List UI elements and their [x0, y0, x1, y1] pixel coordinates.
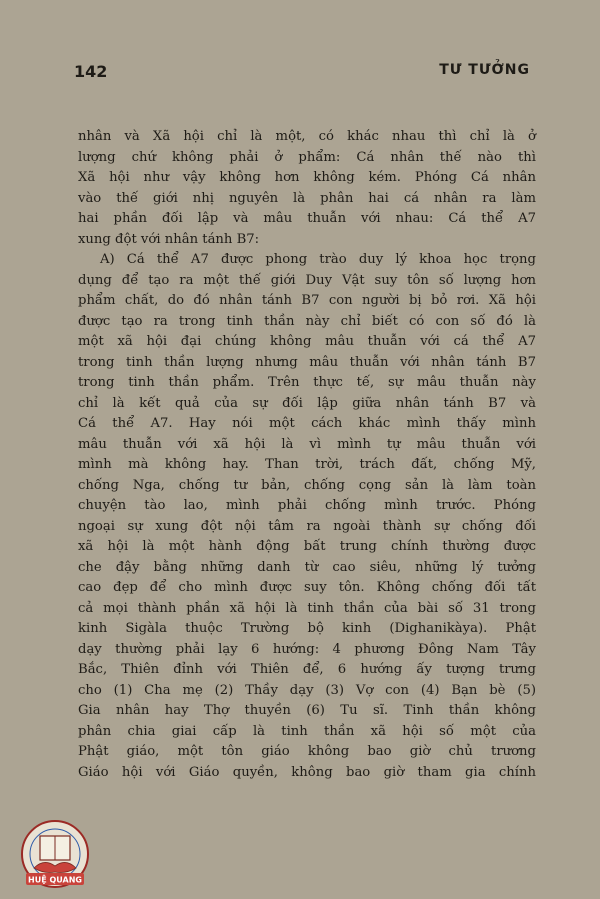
logo-name: HUỆ QUANG	[28, 875, 82, 885]
text-line: xung đột với nhân tánh B7:	[78, 231, 260, 247]
text-line: hai phần đối lập và mâu thuẫn với nhau: Cá thể A7	[78, 211, 536, 226]
text-line: phẩm chất, do đó nhân tánh B7 con người bị bỏ rơi. Xã hội	[78, 293, 536, 308]
text-line: lượng chứ không phải ở phẩm: Cá nhân thế nào thì	[78, 149, 536, 165]
text-line: nhân và Xã hội chỉ là một, có khác nhau thì chỉ là ở	[78, 129, 536, 144]
text-line: cho (1) Cha mẹ (2) Thầy dạy (3) Vợ con (4) Bạn bè (5)	[78, 682, 536, 698]
text-line: dụng để tạo ra một thế giới Duy Vật suy tôn số lượng hơn	[78, 272, 536, 288]
text-line: trong tinh thần phẩm. Trên thực tế, sự mâu thuẫn này	[78, 375, 536, 390]
text-line: Giáo hội với Giáo quyền, không bao giờ tham gia chính	[78, 764, 536, 780]
text-line: Phật giáo, một tôn giáo không bao giờ chủ trương	[78, 744, 536, 759]
text-line: chống Nga, chống tư bản, chống cọng sản là làm toàn	[78, 477, 536, 493]
text-line: che đậy bằng những danh từ cao siêu, những lý tưởng	[78, 559, 536, 575]
page-number: 142	[74, 62, 108, 81]
text-line: kinh Sigàla thuộc Trường bộ kinh (Dighanikàya). Phật	[78, 621, 536, 636]
text-line: mâu thuẫn với xã hội là vì mình tự mâu thuẫn với	[78, 436, 536, 452]
running-title: TƯ TƯỞNG	[439, 62, 530, 78]
lotus-book-icon	[16, 818, 94, 890]
text-line: Xã hội như vậy không hơn không kém. Phóng Cá nhân	[78, 170, 536, 185]
text-line: một xã hội đại chúng không mâu thuẫn với cá thể A7	[78, 334, 536, 349]
text-line: cả mọi thành phần xã hội là tinh thần của bài số 31 trong	[78, 600, 536, 616]
text-line: Cá thể A7. Hay nói một cách khác mình thấy mình	[78, 416, 536, 431]
text-line: chuyện tào lao, mình phải chống mình trước. Phóng	[78, 498, 536, 513]
body-text	[78, 127, 536, 783]
text-line: xã hội là một hành động bất trung chính thường được	[78, 539, 536, 554]
text-line: A) Cá thể A7 được phong trào duy lý khoa học trọng	[100, 252, 536, 267]
text-line: chỉ là kết quả của sự đối lập giữa nhân tánh B7 và	[78, 395, 536, 411]
library-logo	[16, 818, 94, 890]
text-line: được tạo ra trong tinh thần này chỉ biết có con số đó là	[78, 313, 536, 329]
text-line: dạy thường phải lạy 6 hướng: 4 phương Đông Nam Tây	[78, 641, 536, 657]
text-line: phân chia giai cấp là tinh thần xã hội số một của	[78, 723, 536, 739]
text-line: Gia nhân hay Thợ thuyền (6) Tu sĩ. Tinh thần không	[78, 703, 536, 718]
text-line: mình mà không hay. Than trời, trách đất, chống Mỹ,	[78, 457, 536, 472]
text-line: Bắc, Thiên đỉnh với Thiên để, 6 hướng ấy tượng trưng	[78, 662, 536, 677]
text-line: vào thế giới nhị nguyên là phân hai cá nhân ra làm	[78, 190, 536, 206]
text-line: ngoại sự xung đột nội tâm ra ngoài thành sự chống đối	[78, 518, 536, 534]
text-line: cao đẹp để cho mình được suy tôn. Không chống đối tất	[78, 580, 536, 595]
text-line: trong tinh thần lượng nhưng mâu thuẫn với nhân tánh B7	[78, 354, 536, 370]
